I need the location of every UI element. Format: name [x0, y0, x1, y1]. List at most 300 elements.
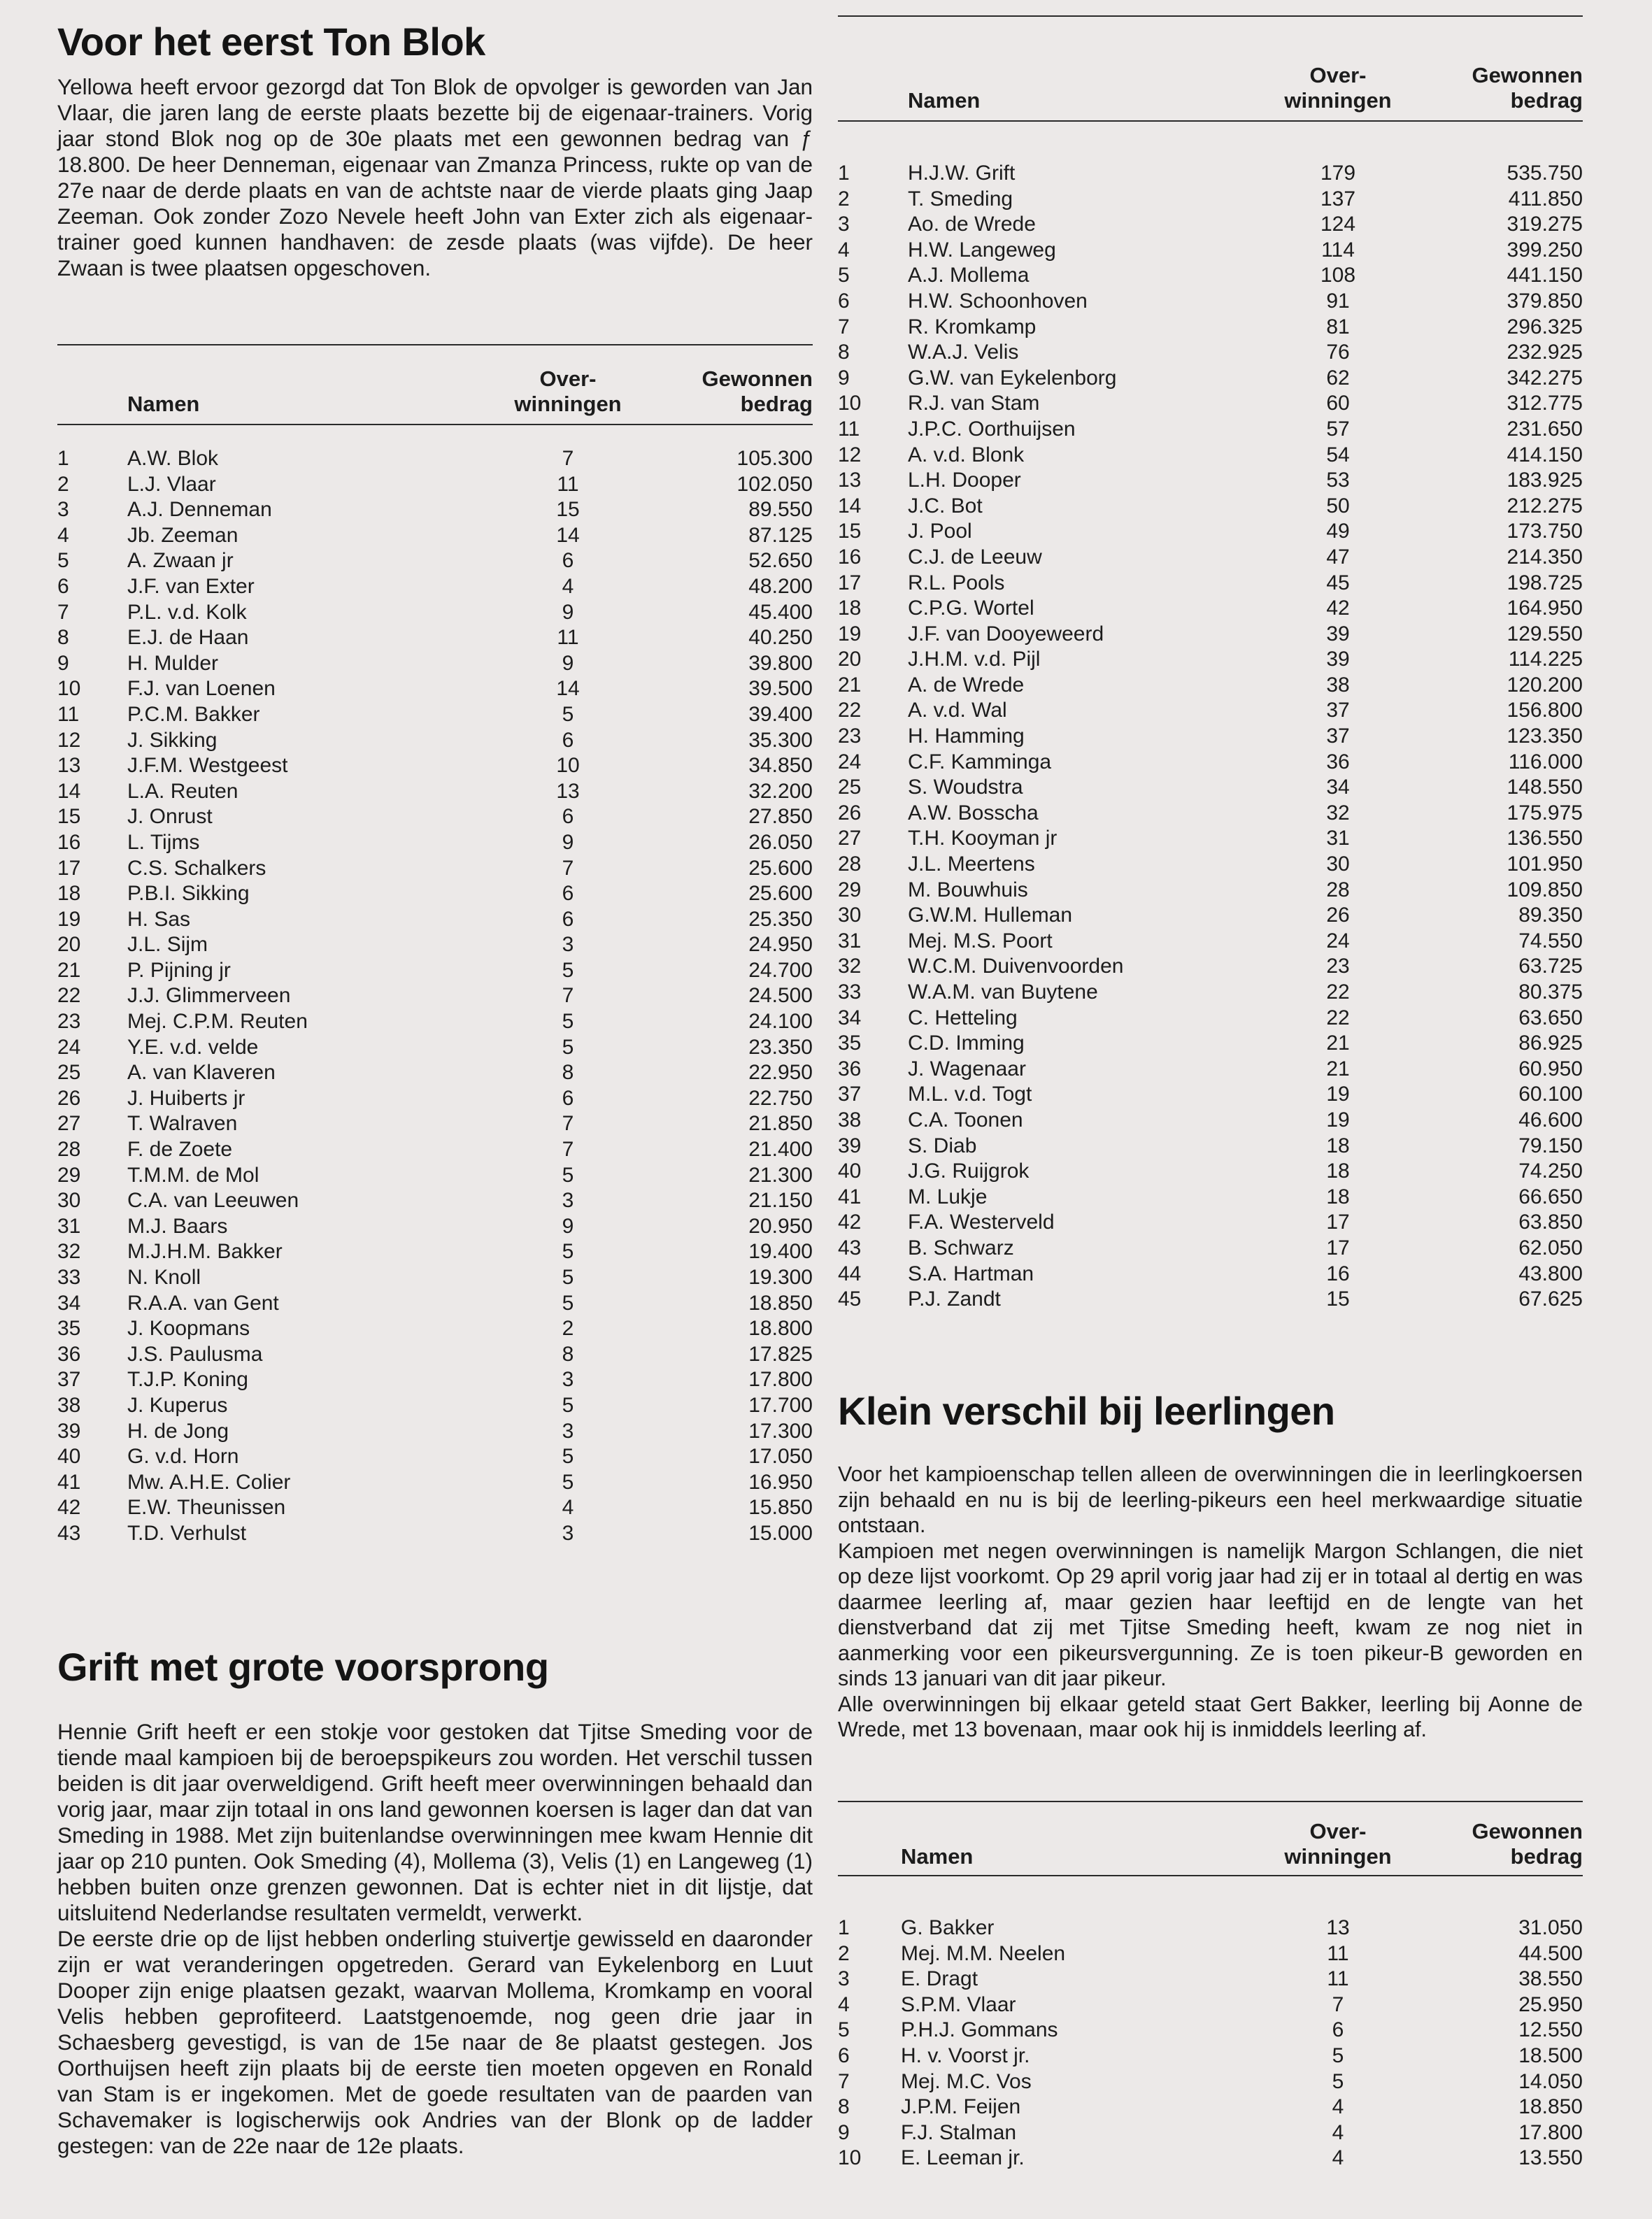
- amount-cell: 319.275: [1507, 213, 1583, 236]
- amount-cell: 39.800: [748, 651, 813, 675]
- wins-cell: 91: [1326, 289, 1350, 313]
- table-header: [57, 345, 813, 424]
- name-cell: J.L. Sijm: [127, 933, 208, 957]
- amount-cell: 21.300: [748, 1163, 813, 1187]
- wins-cell: 39: [1326, 648, 1350, 671]
- table-row: [57, 958, 813, 984]
- name-cell: M. Lukje: [908, 1185, 988, 1208]
- name-cell: S. Diab: [908, 1134, 977, 1157]
- name-cell: J.S. Paulusma: [127, 1342, 263, 1366]
- wins-cell: 36: [1326, 750, 1350, 773]
- name-cell: E.W. Theunissen: [127, 1496, 286, 1520]
- rank-cell: 3: [838, 213, 850, 236]
- wins-cell: 3: [562, 1368, 574, 1392]
- table-row: [57, 907, 813, 933]
- rank-cell: 37: [57, 1368, 81, 1392]
- wins-cell: 7: [562, 447, 574, 470]
- table-row: [838, 315, 1583, 341]
- table-row: [838, 801, 1583, 827]
- wins-cell: 81: [1326, 315, 1350, 338]
- table-row: [838, 1262, 1583, 1287]
- amount-cell: 312.775: [1507, 392, 1583, 415]
- table-row: [57, 1265, 813, 1291]
- wins-cell: 3: [562, 933, 574, 957]
- rank-cell: 25: [57, 1061, 81, 1085]
- table-row: [57, 753, 813, 779]
- rank-cell: 18: [838, 597, 862, 620]
- rank-cell: 30: [57, 1189, 81, 1213]
- wins-cell: 53: [1326, 469, 1350, 492]
- table-header: [838, 1802, 1583, 1875]
- rank-cell: 5: [838, 264, 850, 287]
- table-row: [838, 519, 1583, 545]
- amount-cell: 23.350: [748, 1035, 813, 1059]
- wins-cell: 6: [562, 805, 574, 829]
- amount-cell: 62.050: [1518, 1236, 1583, 1260]
- amount-cell: 20.950: [748, 1214, 813, 1238]
- table-row: [57, 983, 813, 1009]
- name-cell: C.S. Schalkers: [127, 856, 266, 880]
- table-row: [57, 1239, 813, 1265]
- wins-cell: 39: [1326, 622, 1350, 645]
- wins-cell: 60: [1326, 392, 1350, 415]
- rank-cell: 15: [838, 520, 862, 543]
- name-cell: E. Leeman jr.: [901, 2146, 1025, 2170]
- amount-cell: 27.850: [748, 805, 813, 829]
- amount-cell: 80.375: [1518, 980, 1583, 1004]
- table-row: [838, 1967, 1583, 1992]
- table-row: [838, 1287, 1583, 1313]
- amount-cell: 39.500: [748, 677, 813, 701]
- rank-cell: 21: [57, 958, 81, 982]
- amount-cell: 214.350: [1507, 545, 1583, 569]
- name-cell: Jb. Zeeman: [127, 523, 238, 547]
- rank-cell: 18: [57, 882, 81, 906]
- wins-cell: 5: [562, 1393, 574, 1417]
- name-cell: H. v. Voorst jr.: [901, 2043, 1030, 2067]
- table-row: [57, 1137, 813, 1163]
- table-row: [57, 600, 813, 626]
- table-row: [57, 1086, 813, 1112]
- amount-cell: 441.150: [1507, 264, 1583, 287]
- name-cell: Y.E. v.d. velde: [127, 1035, 259, 1059]
- name-cell: E.J. de Haan: [127, 626, 249, 650]
- paragraph: Voor het kampioenschap tellen alleen de overwinningen die in leerlingkoersen zijn behaald en nu is bij de leerling-pikeurs een heel merkwaardige situatie ontstaan.: [838, 1462, 1583, 1537]
- wins-cell: 22: [1326, 1006, 1350, 1029]
- name-cell: G.W. van Eykelenborg: [908, 366, 1117, 390]
- wins-cell: 9: [562, 830, 574, 854]
- amount-cell: 63.850: [1518, 1211, 1583, 1234]
- rank-cell: 24: [57, 1035, 81, 1059]
- table-row: [57, 1163, 813, 1189]
- amount-cell: 19.400: [748, 1240, 813, 1264]
- name-cell: W.A.J. Velis: [908, 341, 1019, 364]
- name-cell: S. Woudstra: [908, 776, 1023, 799]
- name-cell: J.F. van Exter: [127, 574, 255, 598]
- name-cell: A. van Klaveren: [127, 1061, 276, 1085]
- table-row: [57, 1214, 813, 1240]
- name-cell: J.L. Meertens: [908, 852, 1035, 876]
- table-row: [838, 545, 1583, 571]
- amount-cell: 15.000: [748, 1521, 813, 1545]
- amount-cell: 63.725: [1518, 955, 1583, 978]
- rank-cell: 7: [57, 600, 69, 624]
- amount-cell: 212.275: [1507, 494, 1583, 518]
- name-cell: G. v.d. Horn: [127, 1445, 239, 1469]
- wins-cell: 5: [562, 1291, 574, 1315]
- wins-cell: 18: [1326, 1134, 1350, 1157]
- amount-cell: 26.050: [748, 830, 813, 854]
- article-owner-trainers-body: [57, 74, 813, 281]
- wins-cell: 17: [1326, 1211, 1350, 1234]
- rank-cell: 28: [838, 852, 862, 876]
- wins-cell: 5: [562, 1035, 574, 1059]
- wins-cell: 6: [1332, 2018, 1344, 2042]
- amount-cell: 173.750: [1507, 520, 1583, 543]
- header-names: Namen: [908, 88, 981, 113]
- article-apprentices-body: [838, 1462, 1583, 1743]
- rank-cell: 45: [838, 1287, 862, 1311]
- rank-cell: 1: [838, 162, 850, 185]
- amount-cell: 45.400: [748, 600, 813, 624]
- table-row: [838, 161, 1583, 187]
- table-row: [838, 1236, 1583, 1262]
- name-cell: P.H.J. Gommans: [901, 2018, 1058, 2042]
- wins-cell: 6: [562, 882, 574, 906]
- rank-cell: 8: [57, 626, 69, 650]
- wins-cell: 8: [562, 1061, 574, 1085]
- table-row: [838, 852, 1583, 878]
- rank-cell: 31: [838, 929, 862, 952]
- amount-cell: 44.500: [1518, 1941, 1583, 1965]
- amount-cell: 136.550: [1507, 827, 1583, 850]
- amount-cell: 123.350: [1507, 725, 1583, 748]
- name-cell: Mej. M.C. Vos: [901, 2069, 1032, 2093]
- header-wins: Over- winningen: [514, 366, 622, 416]
- table-row: [838, 289, 1583, 315]
- rank-cell: 19: [57, 907, 81, 931]
- name-cell: J. Wagenaar: [908, 1057, 1026, 1080]
- rank-cell: 43: [57, 1521, 81, 1545]
- amount-cell: 342.275: [1507, 366, 1583, 390]
- table-row: [838, 929, 1583, 955]
- table-row: [57, 651, 813, 677]
- amount-cell: 66.650: [1518, 1185, 1583, 1208]
- headline-professional-drivers: Grift met grote voorsprong: [57, 1645, 549, 1689]
- amount-cell: 43.800: [1518, 1262, 1583, 1285]
- name-cell: Mej. M.S. Poort: [908, 929, 1053, 952]
- wins-cell: 19: [1326, 1108, 1350, 1132]
- rank-cell: 43: [838, 1236, 862, 1260]
- table-row: [838, 571, 1583, 597]
- table-row: [838, 954, 1583, 980]
- amount-cell: 87.125: [748, 523, 813, 547]
- rank-cell: 40: [838, 1160, 862, 1183]
- amount-cell: 86.925: [1518, 1032, 1583, 1055]
- wins-cell: 7: [562, 984, 574, 1008]
- wins-cell: 4: [1332, 2120, 1344, 2144]
- name-cell: P.J. Zandt: [908, 1287, 1001, 1311]
- amount-cell: 46.600: [1518, 1108, 1583, 1132]
- amount-cell: 24.500: [748, 984, 813, 1008]
- wins-cell: 5: [562, 1445, 574, 1469]
- table-row: [838, 238, 1583, 264]
- table-header-rule: [838, 120, 1583, 122]
- table-row: [838, 1082, 1583, 1108]
- name-cell: J.P.M. Feijen: [901, 2095, 1021, 2119]
- wins-cell: 7: [1332, 1992, 1344, 2016]
- table-row: [838, 2146, 1583, 2171]
- table-row: [57, 856, 813, 882]
- wins-cell: 137: [1320, 187, 1356, 211]
- name-cell: C.D. Imming: [908, 1032, 1025, 1055]
- rank-cell: 28: [57, 1138, 81, 1162]
- paragraph: Alle overwinningen bij elkaar geteld staat Gert Bakker, leerling bij Aonne de Wrede, met 13 bovenaan, maar ook hij is inmiddels leerling af.: [838, 1692, 1583, 1741]
- table-row: [838, 2069, 1583, 2095]
- name-cell: A.J. Mollema: [908, 264, 1030, 287]
- rank-cell: 26: [57, 1086, 81, 1110]
- rank-cell: 42: [838, 1211, 862, 1234]
- rank-cell: 17: [57, 856, 81, 880]
- name-cell: H. Sas: [127, 907, 191, 931]
- name-cell: F.J. Stalman: [901, 2120, 1017, 2144]
- amount-cell: 60.950: [1518, 1057, 1583, 1080]
- table-row: [838, 1134, 1583, 1160]
- wins-cell: 34: [1326, 776, 1350, 799]
- amount-cell: 31.050: [1518, 1916, 1583, 1939]
- table-row: [838, 826, 1583, 852]
- name-cell: C.F. Kamminga: [908, 750, 1052, 773]
- rank-cell: 30: [838, 904, 862, 927]
- wins-cell: 16: [1326, 1262, 1350, 1285]
- wins-cell: 18: [1326, 1160, 1350, 1183]
- rank-cell: 6: [838, 289, 850, 313]
- rank-cell: 29: [838, 878, 862, 901]
- rank-cell: 32: [57, 1240, 81, 1264]
- rank-cell: 3: [838, 1967, 850, 1991]
- amount-cell: 16.950: [748, 1470, 813, 1494]
- name-cell: M.L. v.d. Togt: [908, 1083, 1032, 1106]
- name-cell: J.F.M. Westgeest: [127, 754, 288, 778]
- rank-cell: 6: [838, 2043, 850, 2067]
- rank-cell: 37: [838, 1083, 862, 1106]
- table-header: [838, 42, 1583, 120]
- rank-cell: 44: [838, 1262, 862, 1285]
- rank-cell: 12: [838, 443, 862, 466]
- wins-cell: 37: [1326, 699, 1350, 722]
- name-cell: A.W. Bosscha: [908, 801, 1039, 825]
- amount-cell: 19.300: [748, 1266, 813, 1289]
- name-cell: J. Sikking: [127, 728, 218, 752]
- table-row: [838, 366, 1583, 392]
- wins-cell: 21: [1326, 1057, 1350, 1080]
- rank-cell: 41: [57, 1470, 81, 1494]
- table-row: [838, 980, 1583, 1006]
- wins-cell: 15: [556, 498, 580, 522]
- wins-cell: 4: [1332, 2095, 1344, 2119]
- rank-cell: 10: [838, 2146, 862, 2170]
- name-cell: S.P.M. Vlaar: [901, 1992, 1016, 2016]
- table-row: [57, 625, 813, 651]
- name-cell: F.A. Westerveld: [908, 1211, 1055, 1234]
- wins-cell: 4: [562, 574, 574, 598]
- rank-cell: 24: [838, 750, 862, 773]
- name-cell: L.J. Vlaar: [127, 472, 216, 496]
- table-row: [57, 1111, 813, 1137]
- name-cell: F.J. van Loenen: [127, 677, 276, 701]
- table-header-rule: [838, 1875, 1583, 1876]
- name-cell: A.W. Blok: [127, 447, 219, 470]
- rank-cell: 27: [838, 827, 862, 850]
- table-row: [838, 340, 1583, 366]
- wins-cell: 7: [562, 1138, 574, 1162]
- amount-cell: 60.100: [1518, 1083, 1583, 1106]
- rank-cell: 9: [57, 651, 69, 675]
- amount-cell: 17.800: [1518, 2120, 1583, 2144]
- table-row: [57, 497, 813, 523]
- table-row: [57, 1367, 813, 1393]
- amount-cell: 25.600: [748, 882, 813, 906]
- professional-drivers-table-block: [838, 42, 1583, 1313]
- wins-cell: 37: [1326, 725, 1350, 748]
- amount-cell: 231.650: [1507, 417, 1583, 441]
- table-row: [57, 804, 813, 830]
- table-row: [838, 1941, 1583, 1967]
- amount-cell: 414.150: [1507, 443, 1583, 466]
- table-row: [838, 903, 1583, 929]
- wins-cell: 5: [1332, 2043, 1344, 2067]
- table-row: [838, 1159, 1583, 1185]
- amount-cell: 79.150: [1518, 1134, 1583, 1157]
- name-cell: J.C. Bot: [908, 494, 983, 518]
- amount-cell: 34.850: [748, 754, 813, 778]
- rank-cell: 29: [57, 1163, 81, 1187]
- table-row: [57, 1521, 813, 1547]
- name-cell: R.A.A. van Gent: [127, 1291, 279, 1315]
- amount-cell: 63.650: [1518, 1006, 1583, 1029]
- name-cell: J. Koopmans: [127, 1317, 250, 1341]
- table-row: [838, 673, 1583, 699]
- header-amount: Gewonnen bedrag: [1472, 1819, 1583, 1869]
- amount-cell: 17.700: [748, 1393, 813, 1417]
- name-cell: R.L. Pools: [908, 571, 1005, 594]
- name-cell: J.P.C. Oorthuijsen: [908, 417, 1076, 441]
- name-cell: P.B.I. Sikking: [127, 882, 250, 906]
- wins-cell: 11: [557, 472, 579, 496]
- name-cell: A. Zwaan jr: [127, 549, 234, 573]
- amount-cell: 17.825: [748, 1342, 813, 1366]
- wins-cell: 3: [562, 1189, 574, 1213]
- amount-cell: 114.225: [1508, 648, 1583, 671]
- paragraph: Hennie Grift heeft er een stokje voor gestoken dat Tjitse Smeding voor de tiende maal kampioen bij de beroepspikeurs zou worden. Het verschil tussen beiden is dit jaar overweldigend. Grift heeft meer overwinningen behaald dan vorig jaar, maar zijn totaal in ons land gewonnen koersen is lager dan dat van Smeding in 1988. Met zijn buitenlandse overwinningen mee kwam Hennie dit jaar op 210 punten. Ook Smeding (4), Mollema (3), Velis (1) en Langeweg (1) hebben buiten onze grenzen gewonnen. Dat is echter niet in dit lijstje, dat uitsluitend Nederlandse resultaten vermeldt, verwerkt.: [57, 1719, 813, 1925]
- amount-cell: 39.400: [748, 702, 813, 726]
- amount-cell: 13.550: [1518, 2146, 1583, 2170]
- name-cell: T. Walraven: [127, 1112, 238, 1136]
- wins-cell: 26: [1326, 904, 1350, 927]
- table-row: [838, 647, 1583, 673]
- name-cell: P.L. v.d. Kolk: [127, 600, 247, 624]
- amount-cell: 74.250: [1518, 1160, 1583, 1183]
- table-row: [57, 1495, 813, 1521]
- amount-cell: 535.750: [1507, 162, 1583, 185]
- name-cell: C.P.G. Wortel: [908, 597, 1034, 620]
- wins-cell: 7: [562, 856, 574, 880]
- rank-cell: 39: [838, 1134, 862, 1157]
- name-cell: J.F. van Dooyeweerd: [908, 622, 1104, 645]
- table-row: [57, 728, 813, 754]
- header-wins: Over- winningen: [1284, 63, 1392, 113]
- table-row: [838, 391, 1583, 417]
- table-row: [57, 830, 813, 856]
- table-row: [57, 446, 813, 472]
- name-cell: C. Hetteling: [908, 1006, 1018, 1029]
- rank-cell: 40: [57, 1445, 81, 1469]
- headline-owner-trainers: Voor het eerst Ton Blok: [57, 20, 485, 64]
- name-cell: J.G. Ruijgrok: [908, 1160, 1030, 1183]
- amount-cell: 18.800: [748, 1317, 813, 1341]
- name-cell: R. Kromkamp: [908, 315, 1037, 338]
- rank-cell: 23: [838, 725, 862, 748]
- rank-cell: 8: [838, 2095, 850, 2119]
- table-row: [57, 676, 813, 702]
- name-cell: J. Onrust: [127, 805, 213, 829]
- wins-cell: 47: [1326, 545, 1350, 569]
- rank-cell: 16: [57, 830, 81, 854]
- rank-cell: 39: [57, 1419, 81, 1443]
- rank-cell: 4: [57, 523, 69, 547]
- amount-cell: 24.700: [748, 958, 813, 982]
- table-row: [838, 2018, 1583, 2043]
- rank-cell: 7: [838, 2069, 850, 2093]
- rank-cell: 1: [57, 447, 69, 470]
- table-row: [838, 1915, 1583, 1941]
- wins-cell: 38: [1326, 673, 1350, 697]
- amount-cell: 129.550: [1507, 622, 1583, 645]
- rank-cell: 38: [57, 1393, 81, 1417]
- table-row: [57, 1470, 813, 1496]
- owner-trainers-table-block: [57, 344, 813, 1547]
- rank-cell: 5: [57, 549, 69, 573]
- header-amount: Gewonnen bedrag: [1472, 63, 1583, 113]
- table-row: [57, 779, 813, 805]
- amount-cell: 74.550: [1518, 929, 1583, 952]
- wins-cell: 6: [562, 1086, 574, 1110]
- amount-cell: 17.800: [748, 1368, 813, 1392]
- amount-cell: 379.850: [1507, 289, 1583, 313]
- wins-cell: 11: [1327, 1967, 1349, 1991]
- wins-cell: 5: [562, 1470, 574, 1494]
- name-cell: E. Dragt: [901, 1967, 978, 1991]
- rank-cell: 20: [838, 648, 862, 671]
- rank-cell: 41: [838, 1185, 862, 1208]
- amount-cell: 40.250: [748, 626, 813, 650]
- wins-cell: 5: [562, 1163, 574, 1187]
- amount-cell: 22.750: [748, 1086, 813, 1110]
- rank-cell: 42: [57, 1496, 81, 1520]
- rank-cell: 2: [838, 1941, 850, 1965]
- amount-cell: 18.500: [1518, 2043, 1583, 2067]
- amount-cell: 24.950: [748, 933, 813, 957]
- table-row: [838, 1006, 1583, 1032]
- rank-cell: 38: [838, 1108, 862, 1132]
- rank-cell: 12: [57, 728, 81, 752]
- wins-cell: 13: [1326, 1916, 1350, 1939]
- name-cell: C.A. Toonen: [908, 1108, 1023, 1132]
- amount-cell: 18.850: [748, 1291, 813, 1315]
- table-row: [838, 878, 1583, 904]
- rank-cell: 22: [57, 984, 81, 1008]
- owner-trainers-table: [57, 446, 813, 1547]
